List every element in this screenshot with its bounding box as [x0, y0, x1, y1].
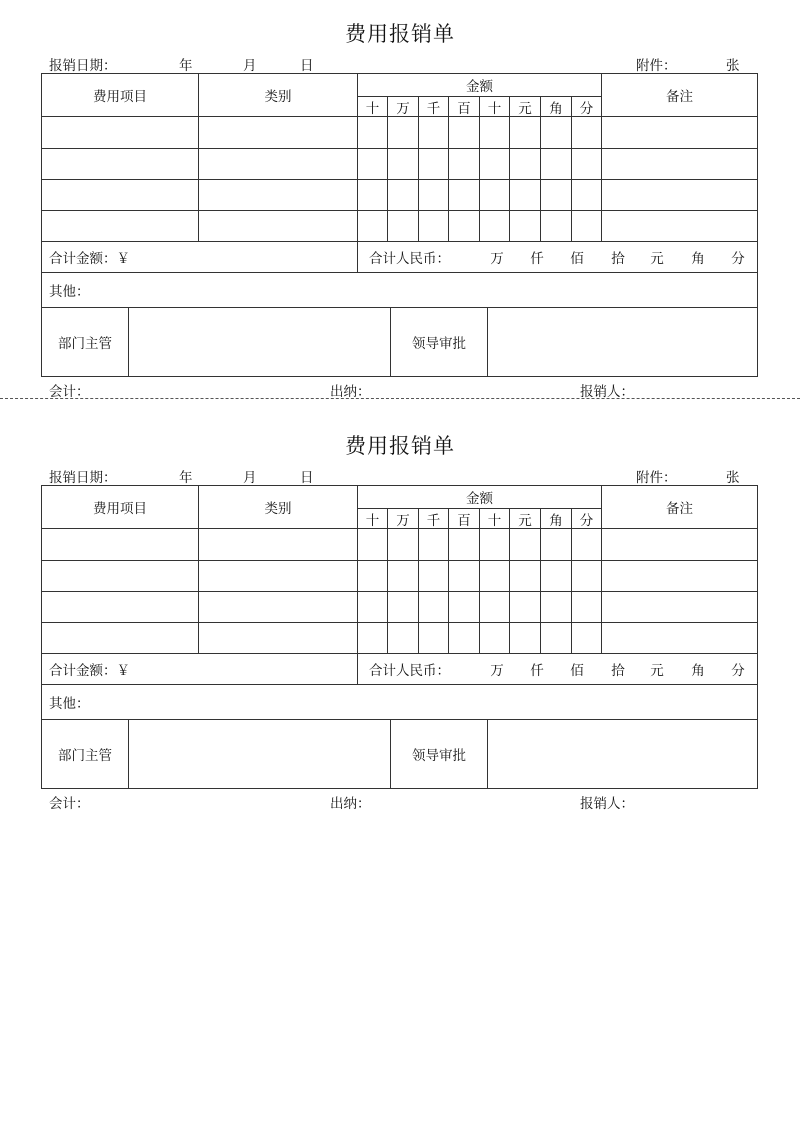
digit-header: 千 — [426, 512, 441, 529]
leader-approval-label: 领导审批 — [412, 748, 466, 764]
rmb-unit: 角 — [691, 663, 705, 679]
expense-form-top — [0, 0, 800, 410]
digit-header: 分 — [579, 512, 594, 529]
dept-manager-label: 部门主管 — [58, 336, 112, 352]
day-label: 日 — [300, 58, 314, 74]
total-amount-label: 合计金额：￥ — [49, 663, 130, 679]
digit-header: 十 — [365, 100, 380, 117]
col-header-category: 类别 — [264, 501, 292, 517]
digit-header: 百 — [457, 512, 471, 529]
rmb-unit: 万 — [490, 663, 504, 679]
digit-header: 元 — [518, 512, 532, 529]
col-header-item: 费用项目 — [93, 89, 147, 105]
digit-header: 千 — [426, 100, 441, 117]
digit-header: 元 — [518, 100, 532, 117]
col-header-item: 费用项目 — [93, 501, 147, 517]
digit-header: 万 — [396, 512, 410, 529]
year-label: 年 — [179, 58, 193, 74]
rmb-unit: 角 — [691, 251, 705, 267]
col-header-amount: 金额 — [466, 79, 493, 95]
month-label: 月 — [243, 58, 257, 74]
total-rmb-label: 合计人民币： — [369, 251, 450, 267]
attachment-label: 附件： — [636, 58, 677, 74]
claimant-label: 报销人： — [580, 384, 634, 400]
other-label: 其他： — [49, 696, 90, 712]
digit-header: 十 — [487, 512, 502, 529]
rmb-unit: 拾 — [611, 663, 625, 679]
expense-form-bottom — [0, 412, 800, 822]
accountant-label: 会计： — [49, 384, 90, 400]
claimant-label: 报销人： — [580, 796, 634, 812]
cashier-label: 出纳： — [330, 796, 371, 812]
col-header-amount: 金额 — [466, 491, 493, 507]
other-label: 其他： — [49, 284, 90, 300]
col-header-remark: 备注 — [666, 89, 693, 105]
leader-approval-label: 领导审批 — [412, 336, 466, 352]
rmb-unit: 元 — [650, 663, 664, 679]
rmb-unit: 仟 — [530, 251, 544, 267]
rmb-unit: 佰 — [570, 251, 584, 267]
rmb-unit: 元 — [650, 251, 664, 267]
date-label: 报销日期： — [49, 58, 117, 74]
sheets-unit: 张 — [726, 470, 740, 486]
total-rmb-label: 合计人民币： — [369, 663, 450, 679]
day-label: 日 — [300, 470, 314, 486]
col-header-category: 类别 — [264, 89, 292, 105]
rmb-unit: 佰 — [570, 663, 584, 679]
form-title: 费用报销单 — [345, 22, 455, 46]
month-label: 月 — [243, 470, 257, 486]
digit-header: 十 — [487, 100, 502, 117]
accountant-label: 会计： — [49, 796, 90, 812]
digit-header: 角 — [549, 512, 563, 529]
rmb-unit: 分 — [731, 251, 745, 267]
rmb-unit: 分 — [731, 663, 745, 679]
digit-header: 百 — [457, 100, 471, 117]
digit-header: 十 — [365, 512, 380, 529]
date-label: 报销日期： — [49, 470, 117, 486]
form-title: 费用报销单 — [345, 434, 455, 458]
sheets-unit: 张 — [726, 58, 740, 74]
dept-manager-label: 部门主管 — [58, 748, 112, 764]
rmb-unit: 拾 — [611, 251, 625, 267]
total-amount-label: 合计金额：￥ — [49, 251, 130, 267]
digit-header: 角 — [549, 100, 563, 117]
col-header-remark: 备注 — [666, 501, 693, 517]
rmb-unit: 仟 — [530, 663, 544, 679]
rmb-unit: 万 — [490, 251, 504, 267]
digit-header: 分 — [579, 100, 594, 117]
cut-line — [0, 398, 800, 399]
year-label: 年 — [179, 470, 193, 486]
digit-header: 万 — [396, 100, 410, 117]
cashier-label: 出纳： — [330, 384, 371, 400]
attachment-label: 附件： — [636, 470, 677, 486]
